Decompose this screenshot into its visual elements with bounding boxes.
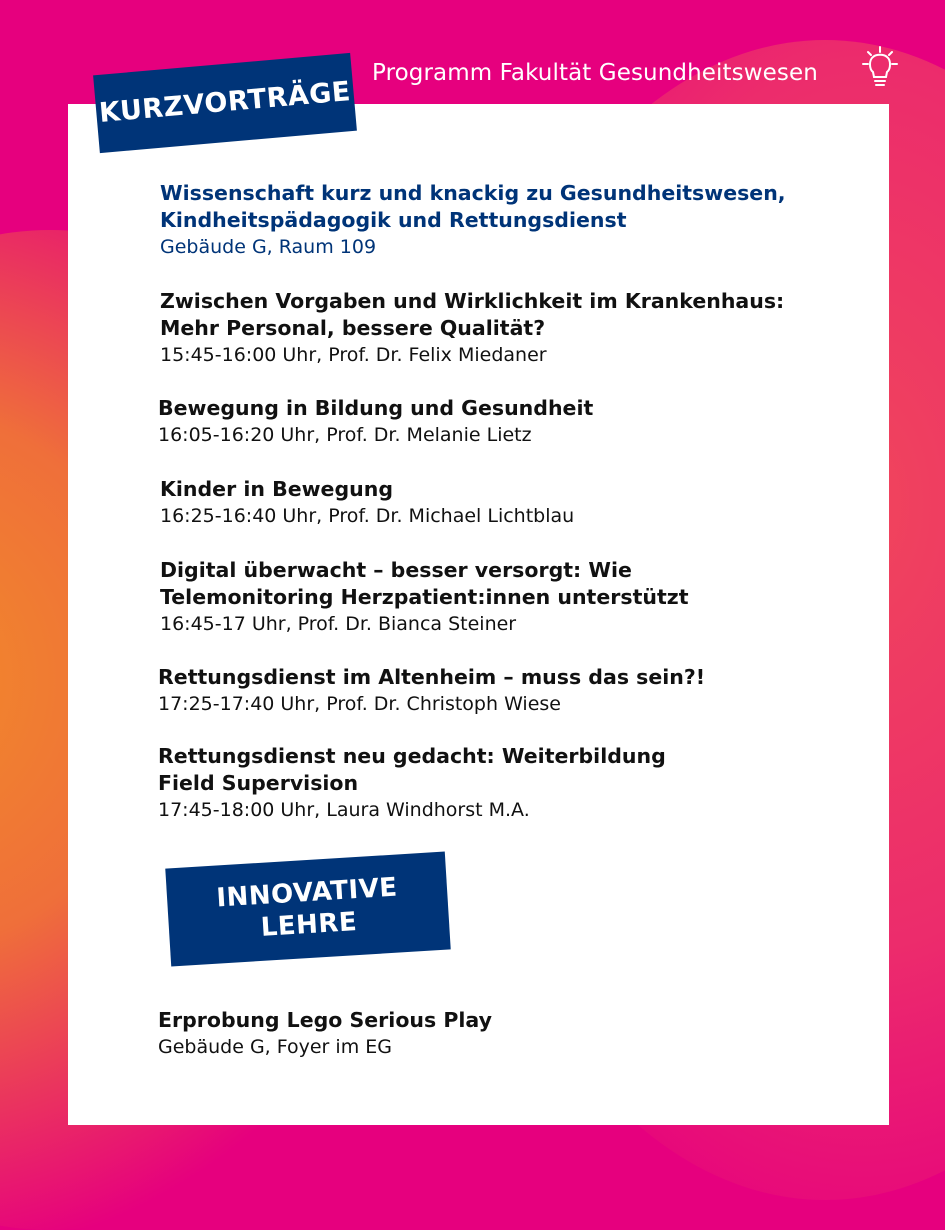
lightbulb-icon	[860, 44, 900, 92]
talk-item	[160, 557, 689, 637]
header-title: Programm Fakultät Gesundheitswesen	[372, 60, 818, 86]
kurzvortraege-label: KURZVORTRÄGE	[93, 53, 357, 153]
talk-title: Zwischen Vorgaben und Wirklichkeit im Krankenhaus:	[160, 289, 785, 313]
lehre-title: Erprobung Lego Serious Play	[158, 1008, 492, 1032]
intro-title-line1: Wissenschaft kurz und knackig zu Gesundheitswesen,	[160, 181, 786, 205]
talk-title: Mehr Personal, bessere Qualität?	[160, 316, 546, 340]
talk-meta: 17:25-17:40 Uhr, Prof. Dr. Christoph Wiese	[158, 693, 561, 715]
talk-item	[158, 743, 666, 823]
talk-item	[158, 395, 593, 448]
talk-item	[160, 476, 574, 529]
innovative-lehre-label	[165, 852, 450, 967]
talk-title: Rettungsdienst neu gedacht: Weiterbildung	[158, 744, 666, 768]
talk-title: Kinder in Bewegung	[160, 477, 393, 501]
talk-item	[160, 288, 784, 368]
talk-meta: 17:45-18:00 Uhr, Laura Windhorst M.A.	[158, 799, 530, 821]
talk-title: Field Supervision	[158, 771, 359, 795]
lehre-item	[158, 1007, 492, 1060]
intro-section	[160, 180, 786, 261]
innovative-lehre-line2: LEHRE	[259, 907, 358, 943]
talk-title: Rettungsdienst im Altenheim – muss das sein?!	[158, 665, 706, 689]
talk-item	[158, 664, 705, 717]
talk-title: Bewegung in Bildung und Gesundheit	[158, 396, 594, 420]
talk-meta: 16:45-17 Uhr, Prof. Dr. Bianca Steiner	[160, 613, 517, 635]
talk-meta: 15:45-16:00 Uhr, Prof. Dr. Felix Miedaner	[160, 344, 547, 366]
talk-title: Telemonitoring Herzpatient:innen unterstützt	[160, 585, 689, 609]
lehre-location: Gebäude G, Foyer im EG	[158, 1036, 392, 1058]
talk-meta: 16:25-16:40 Uhr, Prof. Dr. Michael Lichtblau	[160, 505, 575, 527]
intro-room: Gebäude G, Raum 109	[160, 236, 377, 258]
intro-title-line2: Kindheitspädagogik und Rettungsdienst	[160, 208, 627, 232]
talk-title: Digital überwacht – besser versorgt: Wie	[160, 558, 632, 582]
innovative-lehre-line1: INNOVATIVE	[215, 872, 399, 914]
talk-meta: 16:05-16:20 Uhr, Prof. Dr. Melanie Lietz	[158, 424, 532, 446]
